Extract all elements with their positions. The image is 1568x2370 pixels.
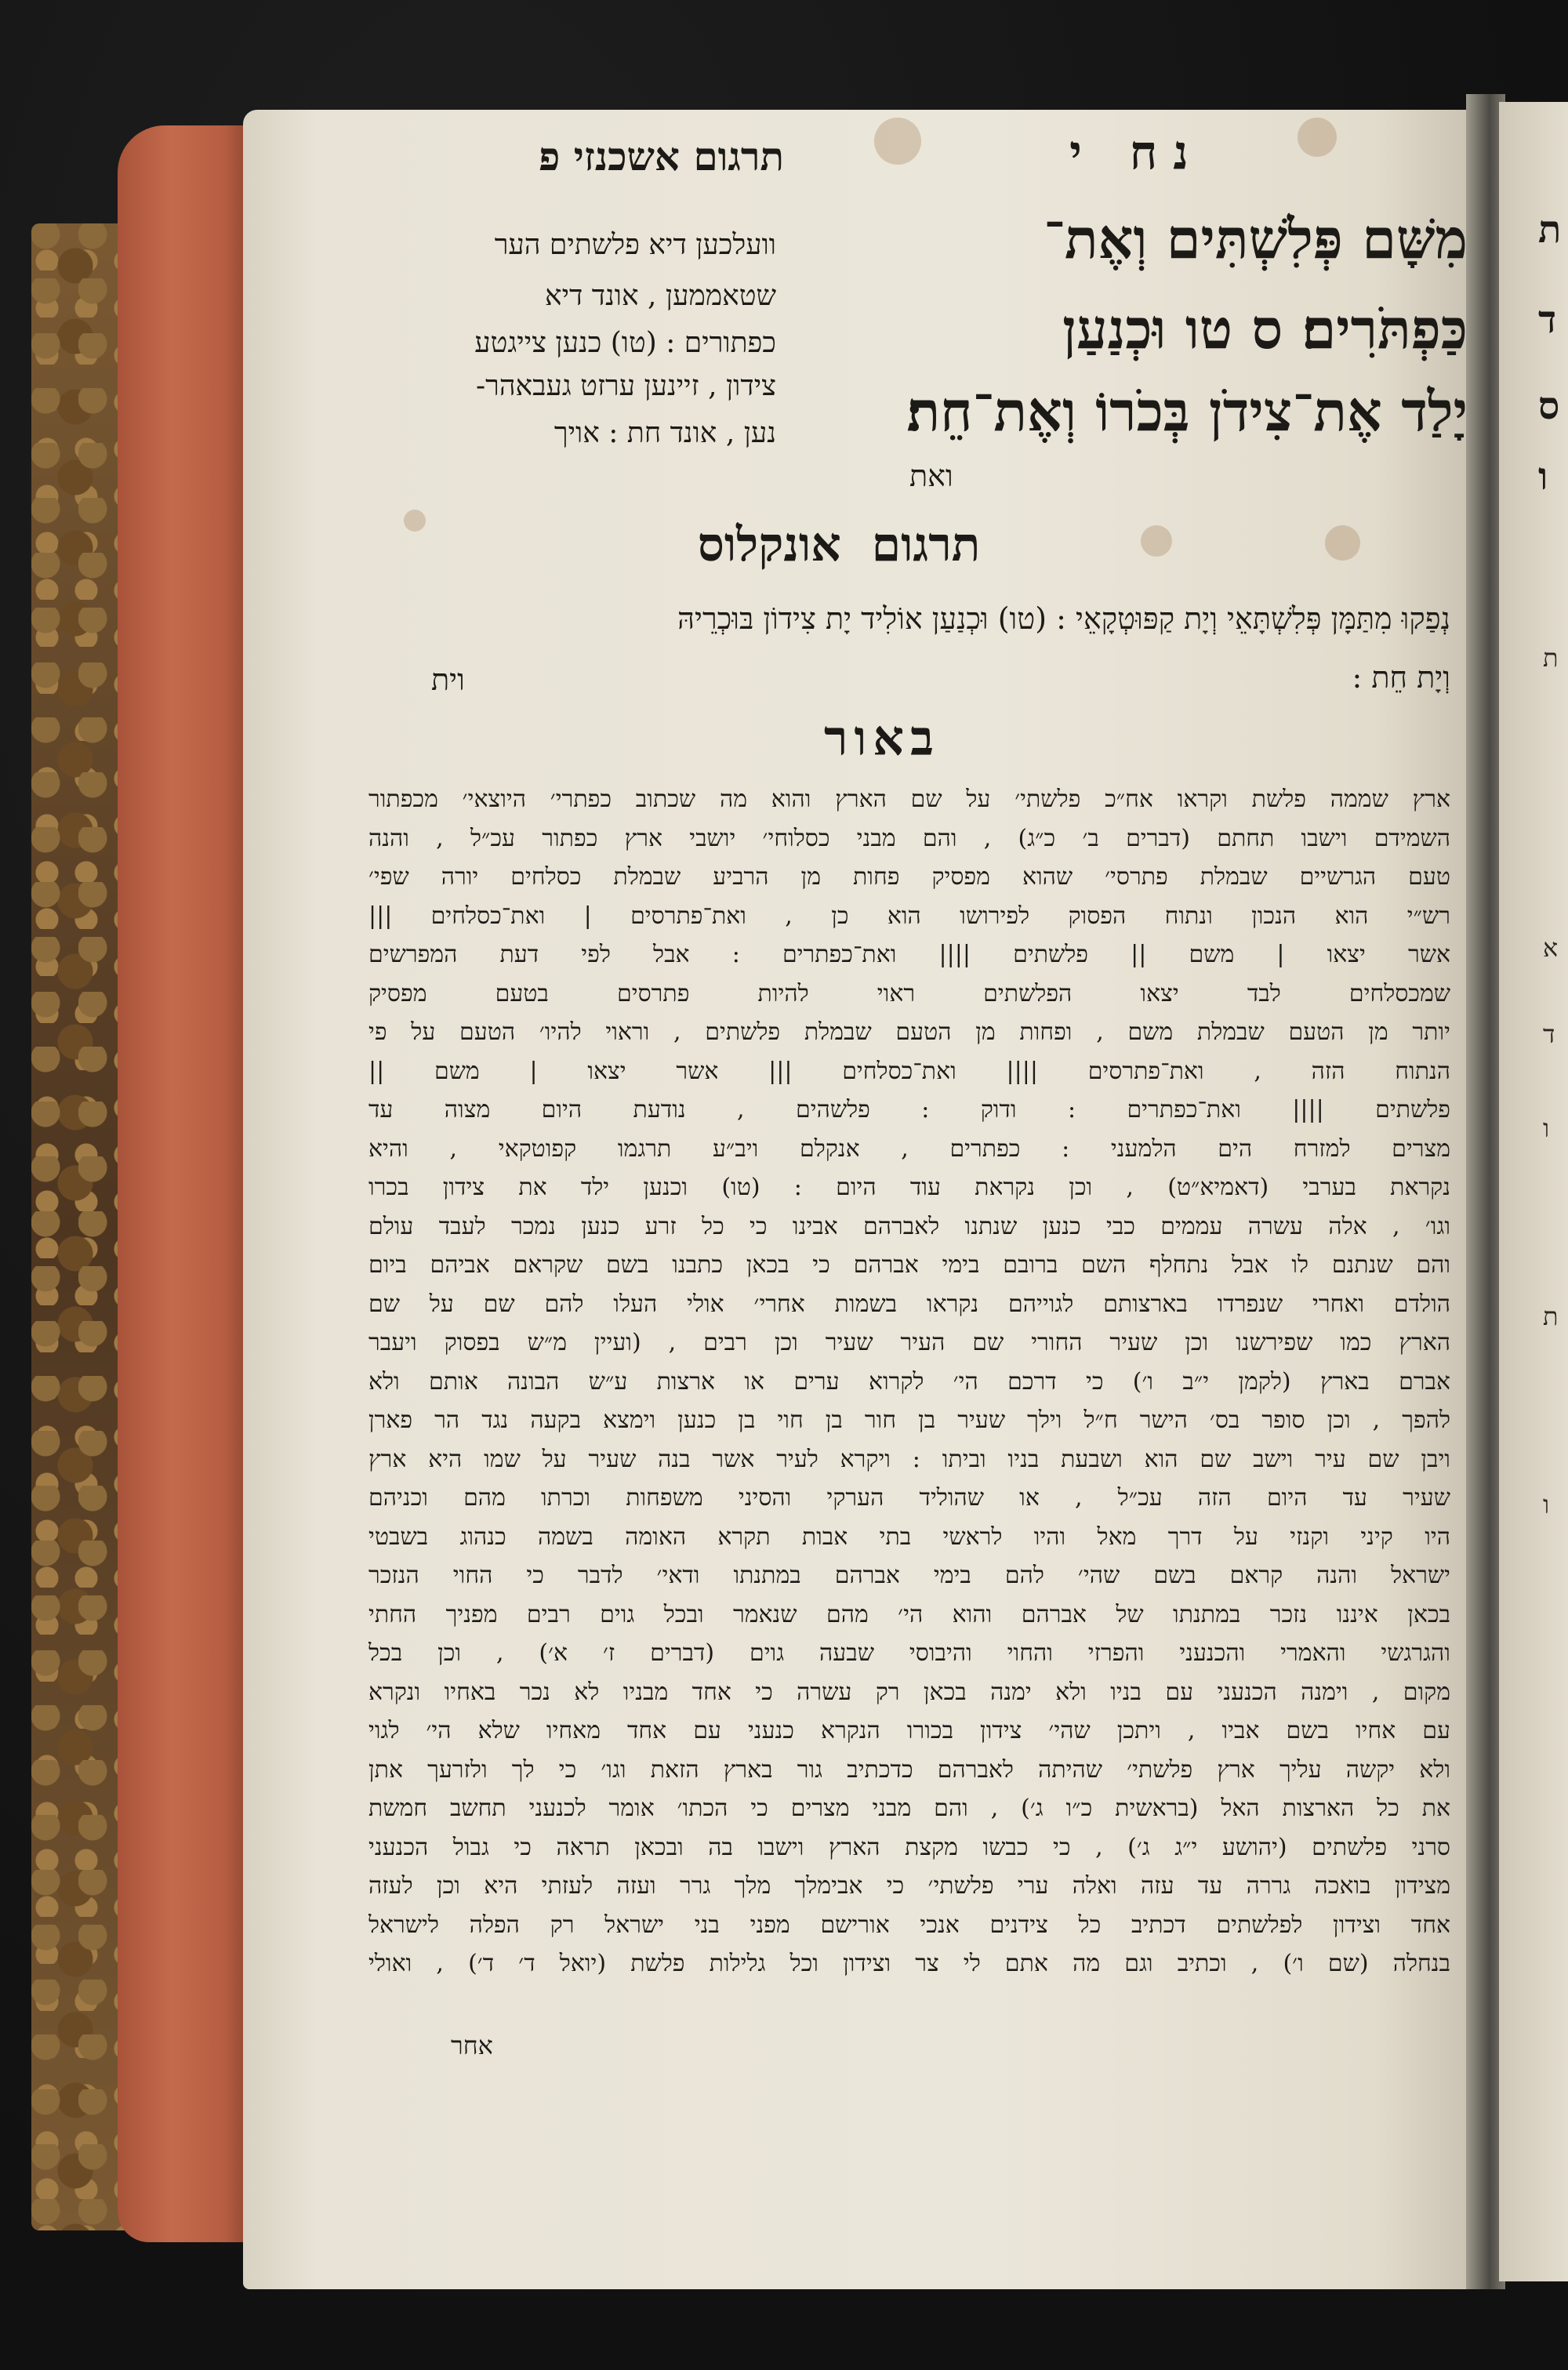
- facing-page-fragment: ד: [1543, 1019, 1555, 1049]
- biur-line: ישראל והנה קראם בשם שהי׳ להם בימי אברהם במתנתו ודאי׳ לדבר כי החוי הנזכר: [368, 1564, 1450, 1589]
- onkelos-catchword: וית: [431, 662, 465, 697]
- biur-line: פלשתים |||| ואת־כפתרים : ודוק : פלשהים , נודעת היום מצוה עד: [368, 1098, 1450, 1123]
- facing-page-fragment: ת: [1538, 208, 1562, 252]
- translation-line: כפתורים : (טו) כנען צייגטע: [474, 327, 776, 359]
- biur-line: הארץ כמו שפירשנו וכן שעיר החורי שם העיר שעיר וכן רבים , (ועיין מ״ש בפסוק ויעבר: [368, 1331, 1450, 1356]
- verse-catchword: ואת: [909, 459, 953, 493]
- biur-line: שמכסלחים לבד יצאו הפלשתים ראוי להיות פתרסים בטעם מפסיק: [368, 982, 1450, 1007]
- biur-line: ארץ שממה פלשת וקראו אח״כ פלשתי׳ על שם הארץ והוא מה שכתוב כפתרי׳ היוצאי׳ מכפתור: [368, 788, 1450, 813]
- facing-page-fragment: ת: [1543, 1301, 1559, 1331]
- foxing-stain: [404, 510, 426, 532]
- biur-line: הנתוח הזה , ואת־פתרסים |||| ואת־כסלחים ||| אשר יצאו | משם ||: [368, 1060, 1450, 1085]
- biur-line: והם שנתנם לו אבל נתחלף השם ברובם בימי אברהם כי בכאן כתבנו בשם שקראם אביהם ביום: [368, 1254, 1450, 1279]
- biur-catchword: אחר: [451, 2031, 493, 2060]
- foxing-stain: [1298, 118, 1337, 157]
- biur-title: באור: [823, 710, 940, 767]
- translation-line: שטאממען , אונד דיא: [544, 280, 776, 312]
- biur-line: השמידם וישבו תחתם (דברים ב׳ כ״ג) , והם מבני כסלוחי׳ יושבי ארץ כפתור עכ״ל , והנה: [368, 827, 1450, 852]
- verse-line: כַּפְתֹּרִים׃ ס טו וּכְנַעַן: [1062, 296, 1468, 361]
- facing-page-fragment: ו: [1538, 455, 1548, 499]
- foxing-stain: [1325, 525, 1360, 561]
- facing-page-fragment: ד: [1538, 298, 1557, 342]
- chapter-verse-heading: נח י: [1069, 125, 1204, 180]
- biur-line: נקראת בערבי (דאמיא״ט) , וכן נקראת עוד היום : (טו) וכנען ילד את צידון בכרו: [368, 1176, 1450, 1201]
- biur-line: שעיר עד היום הזה עכ״ל , או שהוליד הערקי והסיני משפחות וכרתו מהם וכניהם: [368, 1486, 1450, 1512]
- facing-page-fragment: ס: [1538, 384, 1560, 428]
- biur-line: ולא יקשה עליך ארץ פלשתי׳ שהיתה לאברהם כדכתיב גור בארץ הזאת וגו׳ כי לך ולזרעך אתן: [368, 1758, 1450, 1784]
- facing-page-fragment: א: [1543, 933, 1559, 963]
- page-edges: [118, 125, 251, 2242]
- biur-line: ויבן שם עיר וישב שם הוא ושבעת בניו וביתו : ויקרא לעיר אשר בנה שעיר על שמו היא ארץ: [368, 1448, 1450, 1473]
- onkelos-line: נְפַקוּ מִתַּמָּן פְּלִשְׁתָּאֵי וְיָת קַפּוּטְקָאֵי : (טו) וּכְנַעַן אוֹלִיד יָת צִידוֹן בּוּכְרֵיהּ: [677, 601, 1450, 636]
- biur-line: אברם בארץ (לקמן י״ב ו׳) כי דרכם הי׳ לקרוא ערים או ארצות ע״ש הבונה אותם ולא: [368, 1370, 1450, 1396]
- biur-line: הולדם ואחרי שנפרדו בארצותם לגוייהם נקראו בשמות אחרי׳ אולי העלו להם שם על שם: [368, 1293, 1450, 1318]
- translation-line: צידון , זיינען ערזט געבאהר-: [476, 370, 776, 402]
- translation-line: נען , אונד חת : אויך: [554, 417, 776, 449]
- facing-page-fragment: ו: [1543, 1490, 1550, 1519]
- biur-line: יותר מן הטעם שבמלת משם , ופחות מן הטעם שבמלת פלשתים , וראוי להיו׳ הטעם על פי: [368, 1021, 1450, 1046]
- biur-line: טעם הגרשיים שבמלת פתרסי׳ שהוא מפסיק פחות מן הרביע שבמלת כסלחים יורה שפי׳: [368, 866, 1450, 891]
- biur-line: סרני פלשתים (יהושע י״ג ג׳) , כי כבשו מקצת הארץ וישבו בה ובכאן תראה כי גבול הכנעני: [368, 1836, 1450, 1861]
- verse-line: יָלַד אֶת־צִידֹן בְּכֹרוֹ וְאֶת־חֵת׃: [906, 379, 1468, 444]
- targum-ashkenazi-heading: תרגום אשכנזי פ: [539, 133, 784, 180]
- facing-page-fragment: ו: [1543, 1113, 1550, 1143]
- biur-line: והגרגשי והאמרי והכנעני והפרזי והחוי והיבוסי שבעה גוים (דברים ז׳ א׳) , וכן בכל: [368, 1642, 1450, 1667]
- biur-line: בכאן איננו נזכר במתנתו של אברהם והוא הי׳ מהם שנאמר ובכל גוים רבים מפניך החתי: [368, 1603, 1450, 1628]
- biur-line: מקום , וימנה הכנעני עם בניו ולא ימנה בכאן רק עשרה כי אחד מבניו לא נכר באחיו ונקרא: [368, 1681, 1450, 1706]
- facing-page-fragment: ת: [1543, 643, 1559, 673]
- biur-line: מצרים למזרח הים הלמעני : כפתרים , אנקלם ויב״ע תרגמו קפוטקאי , והיא: [368, 1138, 1450, 1163]
- biur-line: מצידון בואכה גררה עד עזה ואלה ערי פלשתי׳ כי אבימלך מלך גרר ועזה לעזתי היא וכן לעזה: [368, 1875, 1450, 1900]
- verse-line: מִשָּׁם פְּלִשְׁתִּים וְאֶת־: [1044, 206, 1468, 271]
- foxing-stain: [1141, 525, 1172, 557]
- biur-line: אחד וצידון לפלשתים דכתיב כל צידנים אנכי אורישם מפני בני ישראל רק הפלה לישראל: [368, 1914, 1450, 1939]
- biur-line: בנחלה (שם ו׳) , וכתיב וגם מה אתם לי צר וצידון וכל גלילות פלשת (יואל ד׳ ד׳) , ואולי: [368, 1952, 1450, 1977]
- biur-line: את כל הארצות האל (בראשית כ״ו ג׳) , והם מבני מצרים כי הכתו׳ אומר לכנעני תחשב חמשת: [368, 1797, 1450, 1822]
- biur-line: היו קיני וקנזי על דרך מאל והיו לראשי בתי אבות תקרא האומה בשמה כנהוג בשבטי: [368, 1526, 1450, 1551]
- foxing-stain: [874, 118, 921, 165]
- facing-page: [1499, 102, 1568, 2281]
- biur-line: אשר יצאו | משם || פלשתים |||| ואת־כפתרים : אבל לפי דעת המפרשים: [368, 943, 1450, 968]
- onkelos-title: תרגום אונקלוס: [697, 517, 981, 572]
- biur-line: עם אחיו בשם אביו , ויתכן שהי׳ צידון בכורו הנקרא כנעני עם אחד מאחיו שלא הי׳ לגוי: [368, 1719, 1450, 1744]
- translation-line: וועלכען דיא פלשתים הער: [494, 229, 776, 261]
- onkelos-line: וְיָת חֵת :: [1352, 660, 1450, 695]
- biur-line: רש״י הוא הנכון ונתוח הפסוק לפירושו הוא כן , ואת־פתרסים | ואת־כסלחים |||: [368, 905, 1450, 930]
- biur-line: להפך , וכן סופר בס׳ הישר ח״ל וילך שעיר בן חור בן חוי בן כנען וימצא בקעה נגד הר פארן: [368, 1409, 1450, 1434]
- biur-line: וגו׳ , אלה עשרה עממים כבי כנען שנתנו לאברהם אבינו כי כל זרע כנען נמכר לעבד עולם: [368, 1215, 1450, 1240]
